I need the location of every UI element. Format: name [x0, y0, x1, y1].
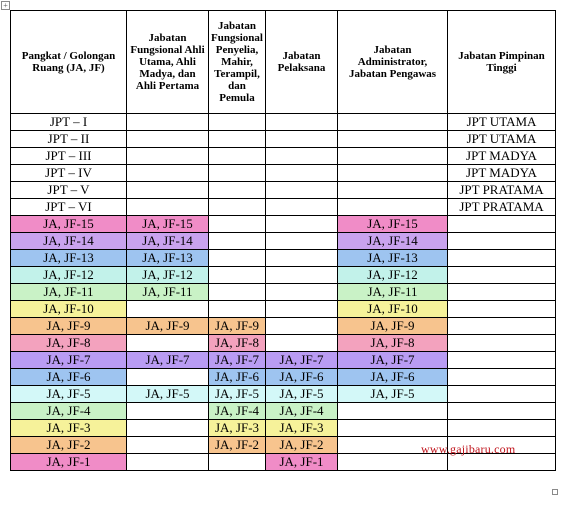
cell-jf-ahli [127, 199, 209, 216]
cell-pelaksana [266, 131, 338, 148]
cell-jf-ahli [127, 114, 209, 131]
cell-administrator: JA, JF-15 [338, 216, 448, 233]
cell-pangkat: JPT – IV [11, 165, 127, 182]
cell-jf-terampil [209, 267, 266, 284]
cell-jf-terampil: JA, JF-9 [209, 318, 266, 335]
cell-pimpinan: JPT PRATAMA [448, 199, 556, 216]
cell-administrator: JA, JF-12 [338, 267, 448, 284]
header-row [11, 11, 556, 114]
cell-pangkat: JA, JF-3 [11, 420, 127, 437]
cell-pelaksana [266, 114, 338, 131]
cell-jf-ahli: JA, JF-9 [127, 318, 209, 335]
cell-administrator [338, 199, 448, 216]
table-row [11, 233, 556, 250]
resize-handle-icon[interactable] [552, 489, 558, 495]
table-row [11, 318, 556, 335]
table-row [11, 403, 556, 420]
cell-jf-ahli [127, 420, 209, 437]
cell-pimpinan [448, 386, 556, 403]
cell-pangkat: JA, JF-14 [11, 233, 127, 250]
cell-pimpinan [448, 403, 556, 420]
cell-pimpinan: JPT MADYA [448, 148, 556, 165]
table-row [11, 182, 556, 199]
cell-jf-ahli [127, 403, 209, 420]
cell-pangkat: JPT – I [11, 114, 127, 131]
header-administrator: Jabatan Administrator, Jabatan Pengawas [338, 11, 448, 114]
cell-pangkat: JPT – VI [11, 199, 127, 216]
cell-pelaksana: JA, JF-2 [266, 437, 338, 454]
cell-pimpinan [448, 267, 556, 284]
cell-pimpinan: JPT UTAMA [448, 114, 556, 131]
cell-jf-terampil: JA, JF-3 [209, 420, 266, 437]
cell-pangkat: JA, JF-6 [11, 369, 127, 386]
table-row [11, 335, 556, 352]
grade-table [10, 10, 556, 471]
cell-jf-ahli: JA, JF-12 [127, 267, 209, 284]
cell-jf-ahli [127, 131, 209, 148]
cell-jf-terampil [209, 182, 266, 199]
cell-pimpinan: JPT MADYA [448, 165, 556, 182]
cell-administrator [338, 114, 448, 131]
cell-administrator: JA, JF-5 [338, 386, 448, 403]
cell-administrator: JA, JF-6 [338, 369, 448, 386]
header-pimpinan: Jabatan Pimpinan Tinggi [448, 11, 556, 114]
cell-administrator: JA, JF-11 [338, 284, 448, 301]
cell-pelaksana [266, 335, 338, 352]
header-pangkat: Pangkat / Golongan Ruang (JA, JF) [11, 11, 127, 114]
cell-pelaksana: JA, JF-3 [266, 420, 338, 437]
cell-pelaksana [266, 233, 338, 250]
cell-administrator: JA, JF-13 [338, 250, 448, 267]
cell-pelaksana: JA, JF-6 [266, 369, 338, 386]
cell-jf-terampil: JA, JF-4 [209, 403, 266, 420]
cell-pelaksana [266, 318, 338, 335]
cell-administrator [338, 165, 448, 182]
cell-jf-terampil [209, 148, 266, 165]
cell-jf-terampil [209, 301, 266, 318]
cell-jf-terampil [209, 114, 266, 131]
cell-pelaksana [266, 267, 338, 284]
cell-pangkat: JA, JF-13 [11, 250, 127, 267]
cell-pelaksana [266, 148, 338, 165]
table-row [11, 216, 556, 233]
cell-jf-terampil [209, 454, 266, 471]
cell-pangkat: JA, JF-4 [11, 403, 127, 420]
cell-pangkat: JPT – III [11, 148, 127, 165]
cell-jf-ahli [127, 335, 209, 352]
table-row [11, 369, 556, 386]
cell-pimpinan [448, 420, 556, 437]
table-row [11, 131, 556, 148]
table-row [11, 250, 556, 267]
cell-jf-ahli [127, 301, 209, 318]
cell-jf-terampil [209, 250, 266, 267]
cell-pangkat: JA, JF-1 [11, 454, 127, 471]
cell-pangkat: JA, JF-7 [11, 352, 127, 369]
cell-jf-terampil: JA, JF-5 [209, 386, 266, 403]
table-row [11, 420, 556, 437]
cell-pimpinan: JPT UTAMA [448, 131, 556, 148]
cell-pangkat: JA, JF-15 [11, 216, 127, 233]
table-row [11, 284, 556, 301]
cell-jf-ahli [127, 437, 209, 454]
cell-administrator: JA, JF-8 [338, 335, 448, 352]
cell-jf-terampil: JA, JF-8 [209, 335, 266, 352]
cell-jf-terampil [209, 284, 266, 301]
table-row [11, 267, 556, 284]
cell-jf-terampil: JA, JF-7 [209, 352, 266, 369]
table-row [11, 199, 556, 216]
cell-pimpinan [448, 233, 556, 250]
table-row [11, 301, 556, 318]
cell-jf-ahli: JA, JF-5 [127, 386, 209, 403]
cell-pangkat: JA, JF-12 [11, 267, 127, 284]
cell-pelaksana [266, 301, 338, 318]
cell-pimpinan [448, 250, 556, 267]
cell-administrator [338, 403, 448, 420]
cell-jf-terampil [209, 165, 266, 182]
cell-pelaksana [266, 216, 338, 233]
cell-pelaksana [266, 182, 338, 199]
cell-pimpinan [448, 301, 556, 318]
cell-pelaksana: JA, JF-5 [266, 386, 338, 403]
cell-pelaksana: JA, JF-7 [266, 352, 338, 369]
cell-jf-ahli [127, 182, 209, 199]
cell-pimpinan [448, 216, 556, 233]
cell-pangkat: JA, JF-10 [11, 301, 127, 318]
table-row [11, 352, 556, 369]
cell-pimpinan [448, 284, 556, 301]
move-handle-icon[interactable]: + [1, 1, 10, 10]
cell-pangkat: JA, JF-11 [11, 284, 127, 301]
cell-jf-terampil [209, 131, 266, 148]
cell-jf-ahli: JA, JF-11 [127, 284, 209, 301]
cell-jf-ahli: JA, JF-14 [127, 233, 209, 250]
cell-jf-terampil [209, 199, 266, 216]
cell-pimpinan [448, 335, 556, 352]
header-pelaksana: Jabatan Pelaksana [266, 11, 338, 114]
cell-pelaksana: JA, JF-1 [266, 454, 338, 471]
cell-jf-terampil: JA, JF-6 [209, 369, 266, 386]
cell-administrator: JA, JF-10 [338, 301, 448, 318]
cell-jf-ahli [127, 148, 209, 165]
cell-administrator: JA, JF-9 [338, 318, 448, 335]
cell-administrator: JA, JF-7 [338, 352, 448, 369]
cell-pelaksana: JA, JF-4 [266, 403, 338, 420]
cell-jf-ahli: JA, JF-15 [127, 216, 209, 233]
cell-pimpinan: JPT PRATAMA [448, 182, 556, 199]
header-jf-terampil: Jabatan Fungsional Penyelia, Mahir, Terampil, dan Pemula [209, 11, 266, 114]
cell-pangkat: JA, JF-2 [11, 437, 127, 454]
cell-pangkat: JPT – V [11, 182, 127, 199]
cell-jf-ahli: JA, JF-13 [127, 250, 209, 267]
cell-pimpinan [448, 369, 556, 386]
cell-jf-terampil [209, 233, 266, 250]
cell-jf-ahli: JA, JF-7 [127, 352, 209, 369]
header-jf-ahli: Jabatan Fungsional Ahli Utama, Ahli Madya, dan Ahli Pertama [127, 11, 209, 114]
cell-administrator [338, 131, 448, 148]
cell-pelaksana [266, 199, 338, 216]
cell-jf-ahli [127, 165, 209, 182]
cell-pelaksana [266, 165, 338, 182]
table-row [11, 386, 556, 403]
watermark-text: www.gajibaru.com [421, 442, 516, 456]
cell-administrator [338, 182, 448, 199]
cell-pelaksana [266, 284, 338, 301]
cell-jf-terampil: JA, JF-2 [209, 437, 266, 454]
cell-pelaksana [266, 250, 338, 267]
cell-pangkat: JA, JF-8 [11, 335, 127, 352]
cell-jf-terampil [209, 216, 266, 233]
cell-pimpinan [448, 318, 556, 335]
cell-jf-ahli [127, 369, 209, 386]
table-row [11, 114, 556, 131]
cell-administrator [338, 148, 448, 165]
cell-pangkat: JA, JF-9 [11, 318, 127, 335]
cell-jf-ahli [127, 454, 209, 471]
cell-pangkat: JA, JF-5 [11, 386, 127, 403]
table-row [11, 148, 556, 165]
cell-pangkat: JPT – II [11, 131, 127, 148]
table-row [11, 165, 556, 182]
cell-pimpinan [448, 352, 556, 369]
cell-administrator [338, 420, 448, 437]
cell-administrator: JA, JF-14 [338, 233, 448, 250]
